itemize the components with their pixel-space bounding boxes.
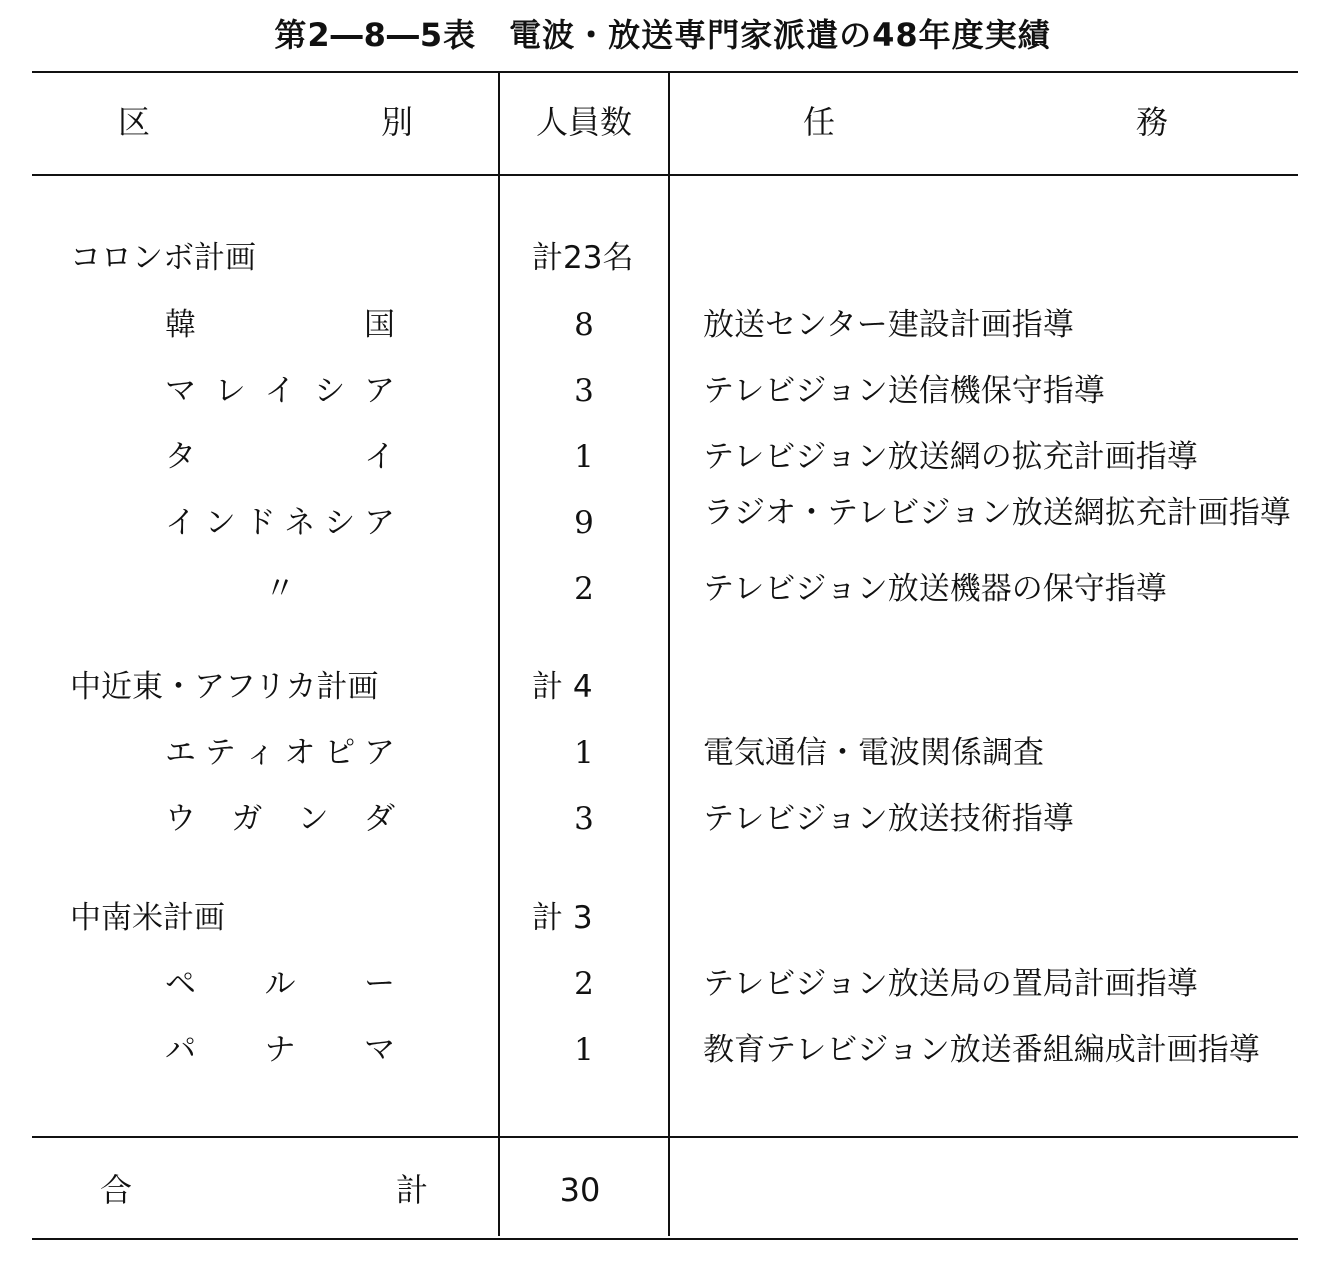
group-name: 中南米計画 <box>70 900 225 936</box>
country-char: タ <box>165 439 196 475</box>
group-name: コロンボ計画 <box>70 240 256 276</box>
task-description: テレビジョン放送機器の保守指導 <box>703 571 1167 607</box>
country-name <box>165 435 395 479</box>
task-description: テレビジョン放送局の置局計画指導 <box>703 966 1198 1002</box>
country-char: ペ <box>165 966 196 1002</box>
country-char: 国 <box>364 307 395 343</box>
table-row <box>0 236 1325 280</box>
country-name <box>165 1028 395 1072</box>
country-char: シ <box>314 373 346 409</box>
country-char: イ <box>364 439 395 475</box>
table-row <box>0 435 1325 479</box>
table-title: 第2―8―5表 電波・放送専門家派遣の48年度実績 <box>274 16 1051 54</box>
count-value: 3 <box>574 373 594 409</box>
country-char: 韓 <box>165 307 196 343</box>
country-char: ー <box>364 966 395 1002</box>
country-char: ン <box>204 505 236 541</box>
task-description: テレビジョン放送網の拡充計画指導 <box>703 439 1198 475</box>
country-char: マ <box>364 1032 395 1068</box>
count-value: 8 <box>574 307 594 343</box>
country-name <box>165 369 395 413</box>
country-char: イ <box>165 505 196 541</box>
table-row <box>0 797 1325 841</box>
header-kubetsu <box>118 100 413 144</box>
table-row <box>0 495 1325 545</box>
country-name <box>165 501 395 545</box>
task-description: 教育テレビジョン放送番組編成計画指導 <box>703 1032 1260 1068</box>
top-rule <box>32 71 1298 73</box>
task-description: 電気通信・電波関係調査 <box>703 735 1044 771</box>
table-row <box>0 731 1325 775</box>
country-char: 〃 <box>264 571 296 607</box>
table-row <box>0 369 1325 413</box>
task-description: テレビジョン送信機保守指導 <box>703 373 1105 409</box>
header-task-1: 任 <box>803 103 836 141</box>
table-row <box>0 896 1325 940</box>
task-description: 放送センター建設計画指導 <box>703 307 1074 343</box>
group-count: 計 4 <box>532 669 593 705</box>
table-row <box>0 665 1325 709</box>
country-char: ア <box>363 735 395 771</box>
count-value: 2 <box>574 571 594 607</box>
country-char: マ <box>165 373 196 409</box>
table-row <box>0 962 1325 1006</box>
header-task <box>803 100 1168 144</box>
table-row <box>0 303 1325 347</box>
country-char: ガ <box>231 801 263 837</box>
header-task-2: 務 <box>1135 103 1168 141</box>
count-value: 1 <box>574 439 594 475</box>
country-name <box>165 797 395 841</box>
header-kubetsu-1: 区 <box>118 103 151 141</box>
country-char: ル <box>264 966 296 1002</box>
group-count: 計23名 <box>532 240 634 276</box>
country-char: パ <box>165 1032 196 1068</box>
country-char: レ <box>214 373 246 409</box>
country-char: オ <box>284 735 316 771</box>
task-description: ラジオ・テレビジョン放送網拡充計画指導 <box>703 495 1291 531</box>
header-count: 人員数 <box>535 103 632 141</box>
country-char: ナ <box>264 1032 296 1068</box>
country-char: ア <box>363 505 395 541</box>
total-count: 30 <box>559 1171 601 1209</box>
country-char: ウ <box>165 801 196 837</box>
count-value: 3 <box>574 801 594 837</box>
country-char: テ <box>204 735 236 771</box>
count-value: 9 <box>574 505 594 541</box>
country-char: ア <box>364 373 395 409</box>
header-kubetsu-2: 別 <box>380 103 413 141</box>
table-row <box>0 1028 1325 1072</box>
group-name: 中近東・アフリカ計画 <box>70 669 379 705</box>
country-char: ィ <box>244 735 276 771</box>
country-char: ピ <box>324 735 356 771</box>
count-value: 2 <box>574 966 594 1002</box>
country-char: ダ <box>363 801 395 837</box>
count-value: 1 <box>574 1032 594 1068</box>
country-char: ン <box>297 801 329 837</box>
country-name <box>165 731 395 775</box>
header-rule <box>32 174 1298 176</box>
group-count: 計 3 <box>532 900 593 936</box>
country-char: エ <box>165 735 196 771</box>
country-name <box>165 303 395 347</box>
country-char: イ <box>264 373 296 409</box>
country-char: ネ <box>284 505 316 541</box>
total-label <box>100 1168 428 1212</box>
country-name <box>165 962 395 1006</box>
total-label-1: 合 <box>100 1171 133 1209</box>
task-description: テレビジョン放送技術指導 <box>703 801 1074 837</box>
ditto-mark <box>165 567 395 611</box>
total-label-2: 計 <box>395 1171 428 1209</box>
country-char: ド <box>244 505 276 541</box>
country-char: シ <box>324 505 356 541</box>
count-value: 1 <box>574 735 594 771</box>
total-rule <box>32 1136 1298 1138</box>
table-row <box>0 567 1325 611</box>
bottom-rule <box>32 1238 1298 1240</box>
